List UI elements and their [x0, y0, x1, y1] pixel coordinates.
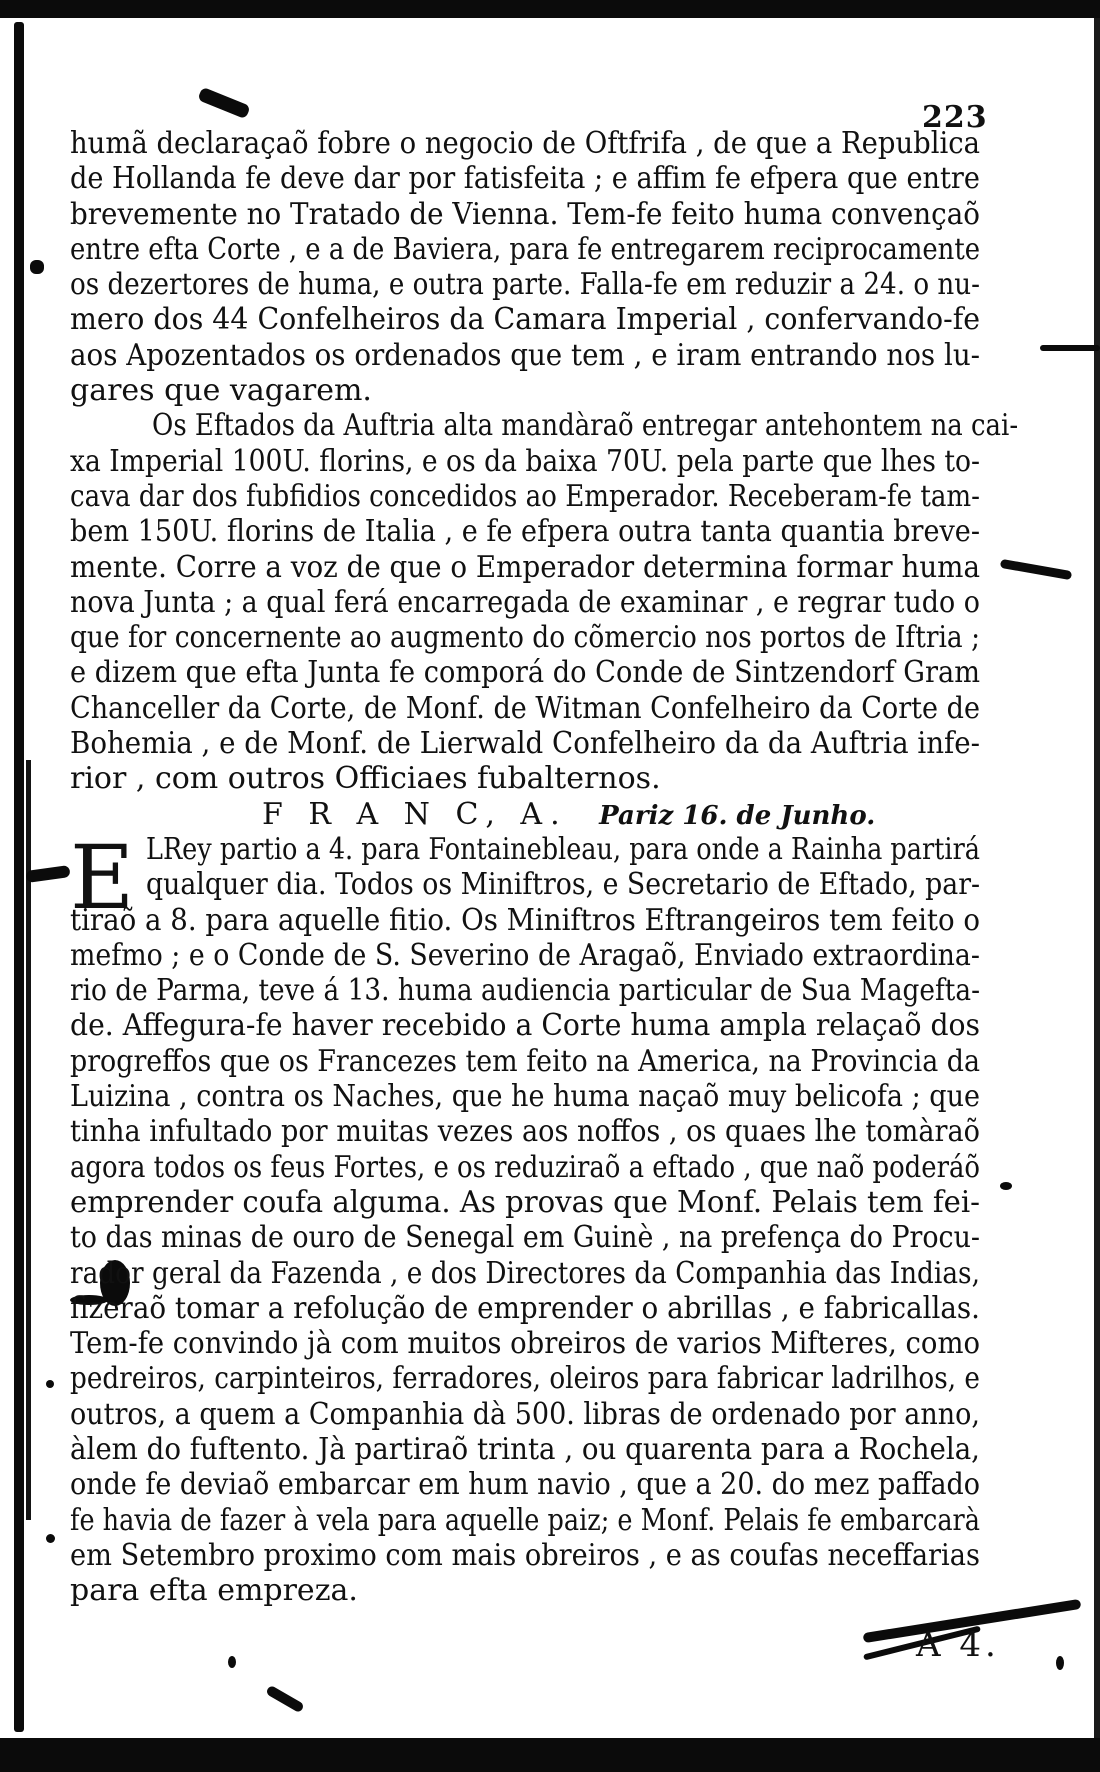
- text-line: LRey partio a 4. para Fontainebleau, para onde a Rainha partirá: [146, 831, 981, 867]
- text-line: rior , com outros Officiaes fubalternos.: [70, 761, 661, 797]
- text-line: que for concernente ao augmento do cõmercio nos portos de Iftria ;: [70, 620, 980, 656]
- text-line: outros, a quem a Companhia dà 500. libras de ordenado por anno,: [70, 1396, 980, 1432]
- text-line: progreffos que os Francezes tem feito na America, na Provincia da: [70, 1043, 981, 1079]
- text-line: bem 150U. florins de Italia , e fe efpera outra tanta quantia breve-: [70, 514, 980, 550]
- ink-mark: [1040, 345, 1100, 351]
- binding-edge: [14, 22, 24, 1732]
- text-line: xa Imperial 100U. florins, e os da baixa 70U. pela parte que lhes to-: [70, 443, 981, 479]
- text-line: gares que vagarem.: [70, 373, 372, 409]
- text-line: to das minas de ouro de Senegal em Guinè , na prefença do Procu-: [70, 1220, 980, 1256]
- text-line: de. Affegura-fe haver recebido a Corte huma ampla relaçaõ dos: [70, 1008, 981, 1044]
- text-line: fe havia de fazer à vela para aquelle paiz; e Monf. Pelais fe embarcarà: [70, 1502, 980, 1538]
- text-line: pedreiros, carpinteiros, ferradores, oleiros para fabricar ladrilhos, e: [70, 1361, 980, 1397]
- scan-edge-top: [0, 0, 1100, 18]
- ink-mark: [265, 1685, 305, 1714]
- paragraph-austria-2: [70, 408, 1019, 797]
- text-line: aos Apozentados os ordenados que tem , e iram entrando nos lu-: [70, 337, 981, 373]
- ink-blot: [1000, 1182, 1012, 1190]
- signature-mark: A 4.: [916, 1625, 1000, 1665]
- text-line: Tem-fe convindo jà com muitos obreiros de varios Mifteres, como: [70, 1326, 980, 1362]
- scan-edge-right: [1094, 18, 1100, 1738]
- text-line: qualquer dia. Todos os Miniftros, e Secretario de Eftado, par-: [146, 867, 981, 903]
- ink-mark: [1000, 559, 1072, 580]
- text-line: brevemente no Tratado de Vienna. Tem-fe feito huma convençaõ: [70, 196, 980, 232]
- text-line: tinha infultado por muitas vezes aos noffos , os quaes lhe tomàraõ: [70, 1114, 981, 1150]
- drop-cap: E: [70, 826, 135, 929]
- ink-blot: [46, 1380, 54, 1388]
- text-line: mero dos 44 Confelheiros da Camara Imperial , confervando-fe: [70, 302, 981, 338]
- text-line: os dezertores de huma, e outra parte. Falla-fe em reduzir a 24. o nu-: [70, 267, 980, 303]
- text-line: Chanceller da Corte, de Monf. de Witman Confelheiro da Corte de: [70, 690, 980, 726]
- text-line: rador geral da Fazenda , e dos Directores da Companhia das Indias,: [70, 1255, 980, 1291]
- text-line: mefmo ; e o Conde de S. Severino de Aragaõ, Enviado extraordina-: [70, 937, 980, 973]
- text-line: mente. Corre a voz de que o Emperador determina formar huma: [70, 549, 981, 585]
- text-line: rio de Parma, teve á 13. huma audiencia particular de Sua Magefta-: [70, 973, 980, 1009]
- paragraph-france: [70, 826, 981, 1609]
- text-line: Os Eftados da Auftria alta mandàraõ entregar antehontem na cai-: [152, 408, 1019, 444]
- page-number: 223: [922, 100, 988, 135]
- section-heading: [70, 797, 980, 832]
- scan-edge-bottom: [0, 1738, 1100, 1772]
- text-line: onde fe deviaõ embarcar em hum navio , que a 20. do mez paffado: [70, 1467, 981, 1503]
- text-line: de Hollanda fe deve dar por fatisfeita ; e affim fe efpera que entre: [70, 161, 980, 197]
- text-line: para efta empreza.: [70, 1573, 358, 1609]
- text-line: nova Junta ; a qual ferá encarregada de examinar , e regrar tudo o: [70, 584, 980, 620]
- text-line: humã declaraçaõ fobre o negocio de Oftfrifa , de que a Republica: [70, 126, 981, 161]
- text-line: em Setembro proximo com mais obreiros , e as coufas neceffarias: [70, 1537, 980, 1573]
- ink-mark: [197, 87, 250, 119]
- heading-dateline: Pariz 16. de Junho.: [599, 800, 876, 831]
- text-line: Bohemia , e de Monf. de Lierwald Confelheiro da da Auftria infe-: [70, 726, 981, 762]
- ink-mark: [25, 865, 70, 883]
- text-line: agora todos os feus Fortes, e os reduziraõ a eftado , que naõ poderáõ: [70, 1149, 980, 1185]
- ink-blot: [46, 1534, 55, 1543]
- text-line: fizeraõ tomar a refolução de emprender o abrillas , e fabricallas.: [70, 1290, 981, 1326]
- text-line: entre efta Corte , e a de Baviera, para fe entregarem reciprocamente: [70, 231, 981, 267]
- text-line: cava dar dos fubfidios concedidos ao Emperador. Receberam-fe tam-: [70, 478, 980, 514]
- ink-blot: [228, 1656, 236, 1668]
- paragraph-austria-1: [70, 126, 980, 408]
- text-line: emprender coufa alguma. As provas que Monf. Pelais tem fei-: [70, 1184, 980, 1220]
- ink-mark: [30, 260, 44, 274]
- text-line: tiraõ a 8. para aquelle fitio. Os Miniftros Eftrangeiros tem feito o: [70, 902, 981, 938]
- text-line: e dizem que efta Junta fe comporá do Conde de Sintzendorf Gram: [70, 655, 980, 691]
- heading-country: F R A N C, A.: [262, 796, 568, 832]
- page-text: [70, 126, 1019, 1609]
- text-line: Luizina , contra os Naches, que he huma naçaõ muy belicofa ; que: [70, 1079, 981, 1115]
- text-line: àlem do fuftento. Jà partiraõ trinta , ou quarenta para a Rochela,: [70, 1431, 980, 1467]
- ink-blot: [1056, 1656, 1064, 1670]
